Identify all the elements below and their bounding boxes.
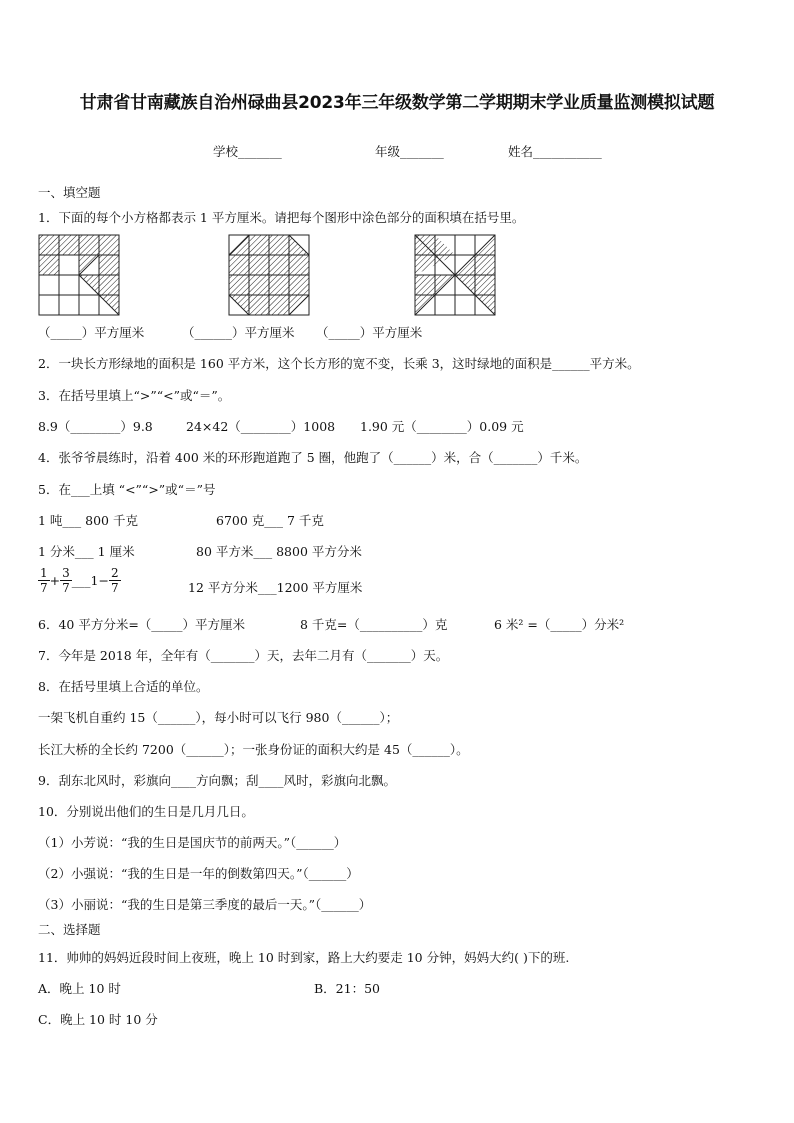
question-10: 10．分别说出他们的生日是几月几日。 xyxy=(38,804,254,819)
question-5: 5．在___上填 “<”“>”或“＝”号 xyxy=(38,482,216,497)
question-11-option-c[interactable]: C．晚上 10 时 10 分 xyxy=(38,1012,158,1027)
question-5-item-3[interactable]: 1 分米___ 1 厘米 xyxy=(38,544,135,559)
question-10-item-2[interactable]: （2）小强说：“我的生日是一年的倒数第四天。”（______） xyxy=(38,866,359,881)
question-5-item-4[interactable]: 80 平方米___ 8800 平方分米 xyxy=(196,544,362,559)
question-3-item-2[interactable]: 24×42（________）1008 xyxy=(186,419,336,434)
fraction-b: $\frac{3}{7}$ xyxy=(62,566,70,595)
question-5-item-6[interactable]: 12 平方分米___1200 平方厘米 xyxy=(188,580,363,595)
section-multiple-choice: 二、选择题 xyxy=(38,922,101,937)
question-10-item-1[interactable]: （1）小芳说：“我的生日是国庆节的前两天。”（______） xyxy=(38,835,347,850)
question-10-item-3[interactable]: （3）小丽说：“我的生日是第三季度的最后一天。”（______） xyxy=(38,897,372,912)
question-8-line-1[interactable]: 一架飞机自重约 15（______），每小时可以飞行 980（______）； xyxy=(38,710,399,725)
question-8-line-2[interactable]: 长江大桥的全长约 7200（______）；一张身份证的面积大约是 45（______）。 xyxy=(38,742,469,757)
fraction-c: $\frac{2}{7}$ xyxy=(110,566,119,595)
figure-1-grid xyxy=(38,234,120,316)
answer-figure-2[interactable]: （______）平方厘米 xyxy=(182,325,295,340)
question-5-fraction-expression[interactable]: $\frac{1}{7}$ + $\frac{3}{7}$ ___1− $\frac{2}{7}$ xyxy=(40,566,119,595)
question-11-option-b[interactable]: B．21：50 xyxy=(314,981,380,996)
question-3-item-1[interactable]: 8.9（________）9.8 xyxy=(38,419,153,434)
question-9: 9．刮东北风时，彩旗向____方向飘；刮____风时，彩旗向北飘。 xyxy=(38,773,396,788)
figure-2-grid xyxy=(228,234,310,316)
question-2: 2．一块长方形绿地的面积是 160 平方米，这个长方形的宽不变，长乘 3，这时绿地的面积是______平方米。 xyxy=(38,356,640,371)
question-3: 3．在括号里填上“>”“<”或“＝”。 xyxy=(38,388,231,403)
section-fill-blank: 一、填空题 xyxy=(38,185,101,200)
question-7: 7．今年是 2018 年，全年有（_______）天，去年二月有（_______）天。 xyxy=(38,648,449,663)
question-6-item-1[interactable]: 6．40 平方分米=（_____）平方厘米 xyxy=(38,617,246,632)
name-field[interactable]: 姓名___________ xyxy=(508,144,602,159)
question-3-item-3[interactable]: 1.90 元（________）0.09 元 xyxy=(360,419,524,434)
figure-3-grid xyxy=(414,234,496,316)
page-title: 甘肃省甘南藏族自治州碌曲县2023年三年级数学第二学期期末学业质量监测模拟试题 xyxy=(79,93,715,113)
question-6-item-2[interactable]: 8 千克=（__________）克 xyxy=(300,617,448,632)
question-11: 11．帅帅的妈妈近段时间上夜班，晚上 10 时到家，路上大约要走 10 分钟，妈妈大约( )下的班. xyxy=(38,950,570,965)
question-11-option-a[interactable]: A．晚上 10 时 xyxy=(38,981,121,996)
fraction-a: $\frac{1}{7}$ xyxy=(40,566,48,595)
question-5-item-1[interactable]: 1 吨___ 800 千克 xyxy=(38,513,138,528)
question-6-item-3[interactable]: 6 米² =（_____）分米² xyxy=(494,617,625,632)
question-1: 1．下面的每个小方格都表示 1 平方厘米。请把每个图形中涂色部分的面积填在括号里。 xyxy=(38,210,525,225)
answer-figure-3[interactable]: （_____）平方厘米 xyxy=(316,325,423,340)
school-field[interactable]: 学校_______ xyxy=(213,144,282,159)
question-4: 4．张爷爷晨练时，沿着 400 米的环形跑道跑了 5 圈，他跑了（______）米，合（_______）千米。 xyxy=(38,450,588,465)
answer-figure-1[interactable]: （_____）平方厘米 xyxy=(38,325,145,340)
grade-field[interactable]: 年级_______ xyxy=(375,144,444,159)
question-5-item-2[interactable]: 6700 克___ 7 千克 xyxy=(216,513,324,528)
question-8: 8．在括号里填上合适的单位。 xyxy=(38,679,209,694)
